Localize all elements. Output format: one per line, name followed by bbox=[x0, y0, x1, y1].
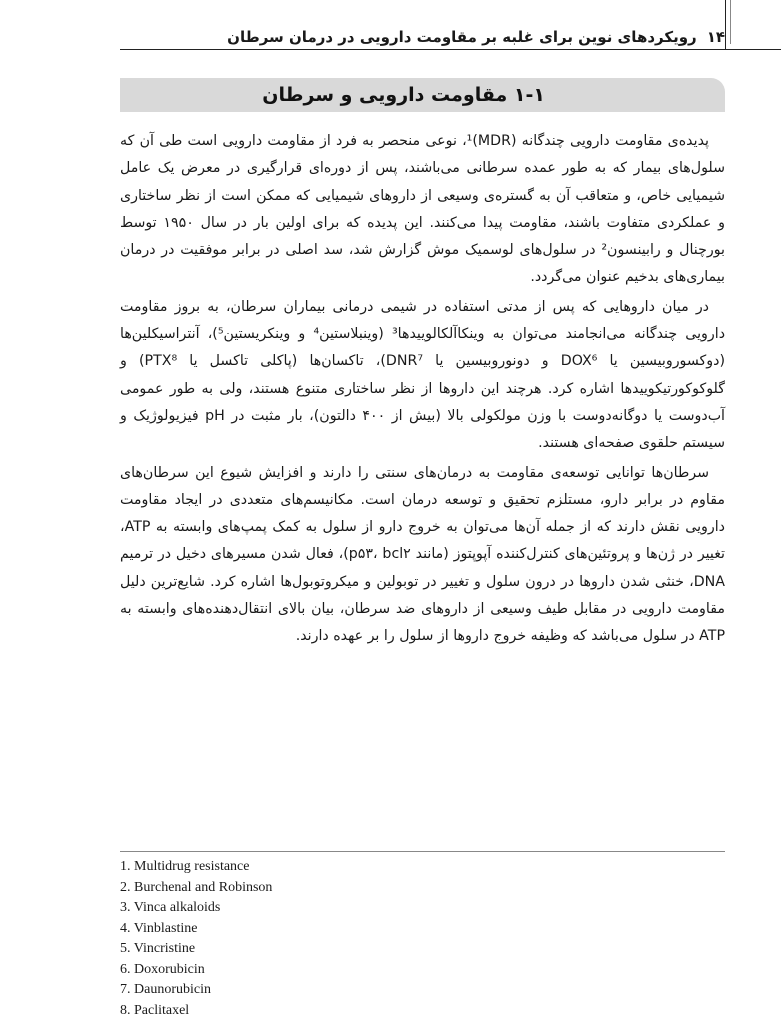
footnote-item: 4. Vinblastine bbox=[120, 920, 198, 936]
footnote-item: 2. Burchenal and Robinson bbox=[120, 879, 273, 895]
footnote-item: 5. Vincristine bbox=[120, 941, 196, 956]
footnote-item: 6. Doxorubicin bbox=[120, 961, 205, 977]
running-header bbox=[120, 26, 725, 48]
footnote-item: 7. Daunorubicin bbox=[120, 982, 211, 997]
header-corner-rule-inner bbox=[730, 0, 731, 44]
section-title: ۱-۱ مقاومت دارویی و سرطان bbox=[262, 84, 545, 106]
header-rule bbox=[120, 49, 781, 50]
header-corner-rule bbox=[725, 0, 726, 49]
footnote-item: 8. Paclitaxel bbox=[120, 1002, 190, 1018]
footnote-item: 1. Multidrug resistance bbox=[120, 859, 250, 874]
paragraph-mechanisms: سرطان‌ها توانایی توسعه‌ی مقاومت به درمان‌های سنتی را دارند و افزایش شیوع این سرطان‌های مقاوم در برابر دارو، مستلزم تحقیق و توسعه درمان است. مکانیسم‌های متعددی در ایجاد مقاومت دارویی نقش دارند که از جمله آن‌ها می‌توان به خروج دارو از سلول به کمک پمپ‌های وابسته به ATP، تغییر در ژن‌ها و پروتئین‌های کنترل‌کننده آپوپتوز (مانند p۵۳، bcl۲)، فعال شدن مسیرهای دخیل در ترمیم DNA، خنثی شدن داروها در درون سلول و تغییر در توبولین و میکروتوبول‌ها اشاره کرد. شایع‌ترین دلیل مقاومت دارویی در مقابل طیف وسیعی از داروهای ضد سرطان، بیان بالای انتقال‌دهنده‌های وابسته به ATP در سلول می‌باشد که وظیفه خروج داروها از سلول را بر عهده دارند. bbox=[120, 464, 725, 645]
paragraph-drug-classes: در میان داروهایی که پس از مدتی استفاده در شیمی درمانی بیماران سرطان، به بروز مقاومت دارویی چندگانه می‌انجامند می‌توان به وینکاآلکالوییدها³ (وینبلاستین⁴ و وینکریستین⁵)، آنتراسیکلین‌ها (دوکسوروبیسین یا DOX⁶ و دونوروبیسین یا DNR⁷)، تاکسان‌ها (پاکلی تاکسل یا PTX⁸) و گلوکوکورتیکوییدها اشاره کرد. هرچند این داروها از نظر ساختاری متنوع هستند، ولی به طور عمومی آب‌دوست یا دوگانه‌دوست با وزن مولکولی بالا (بیش از ۴۰۰ دالتون)، بار مثبت در pH فیزیولوژیک و سیستم حلقوی صفحه‌ای هستند. bbox=[120, 298, 726, 452]
page-number: ۱۴ bbox=[706, 28, 725, 46]
footnote-item: 3. Vinca alkaloids bbox=[120, 900, 221, 915]
running-title: رویکردهای نوین برای غلبه بر مقاومت دارویی در درمان سرطان bbox=[227, 28, 697, 46]
footnote-list bbox=[120, 857, 720, 1021]
footnote-separator bbox=[120, 851, 725, 852]
body-text bbox=[120, 128, 725, 651]
section-heading-bar bbox=[120, 78, 725, 112]
paragraph-mdr-definition: پدیده‌ی مقاومت دارویی چندگانه (MDR)¹، نوعی منحصر به فرد از مقاومت دارویی است طی آن که سلول‌های بیمار که به طور عمده سرطانی می‌باشند، پس از دوره‌ای قرارگیری در معرض یک عامل شیمیایی خاص، و متعاقب آن به گستره‌ی وسیعی از داروهای شیمیایی که ممکن است از نظر ساختاری و عملکردی متفاوت باشند، مقاومت پیدا می‌کنند. این پدیده که برای اولین بار در سال ۱۹۵۰ توسط بورچنال و رابینسون² در سلول‌های لوسمیک موش گزارش شد، سد اصلی در برابر موفقیت در درمان بیماری‌های بدخیم عنوان می‌گردد. bbox=[120, 133, 725, 286]
